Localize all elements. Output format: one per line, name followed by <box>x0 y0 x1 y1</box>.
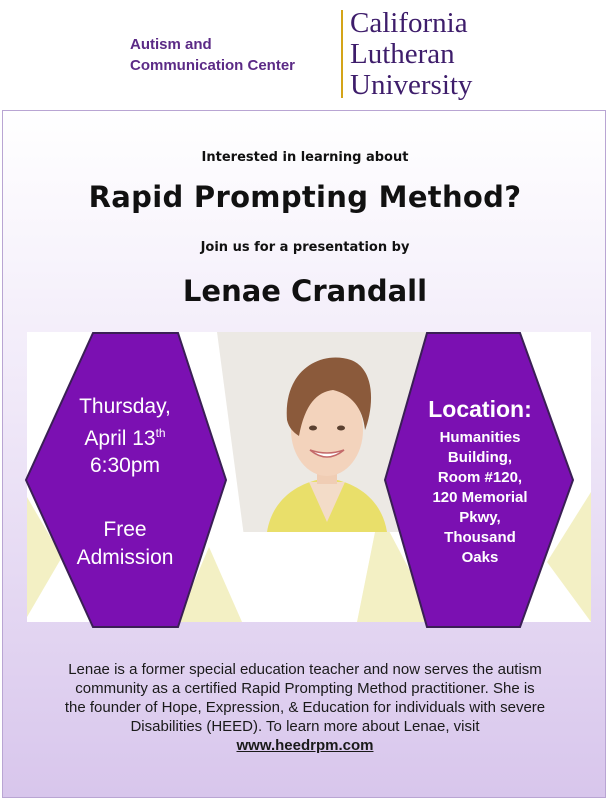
location-line: Oaks <box>461 549 499 566</box>
location-line: Pkwy, <box>459 509 501 526</box>
location-line: Room #120, <box>437 469 523 486</box>
location-line: Humanities <box>439 429 521 446</box>
event-datetime <box>40 393 210 479</box>
date-hexagon <box>26 333 226 627</box>
admission-line-1: Free <box>103 518 147 541</box>
clu-line-2: Lutheran <box>350 38 455 70</box>
clu-line-1: California <box>350 7 468 39</box>
location-line: Thousand <box>444 529 516 546</box>
website-link[interactable]: www.heedrpm.com <box>236 737 374 754</box>
clu-line-3: University <box>350 69 473 101</box>
admission-line-2: Admission <box>76 546 174 569</box>
join-text: Join us for a presentation by <box>200 240 410 255</box>
location-address <box>405 428 555 568</box>
event-day: Thursday, <box>79 395 171 418</box>
event-date <box>40 420 210 452</box>
description-line-2: community as a certified Rapid Prompting Method practitioner. She is <box>75 680 535 697</box>
acc-line-1: Autism and <box>130 36 212 53</box>
description-line-4: Disabilities (HEED). To learn more about Lenae, visit <box>130 718 480 735</box>
presenter-description <box>28 660 582 755</box>
location-title: Location: <box>428 396 532 422</box>
location-line: 120 Memorial <box>432 489 528 506</box>
event-date-suffix: th <box>155 426 166 440</box>
flyer-title: Rapid Prompting Method? <box>88 180 522 214</box>
acc-line-2: Communication Center <box>130 57 296 74</box>
location-line: Building, <box>447 449 513 466</box>
description-line-1: Lenae is a former special education teacher and now serves the autism <box>68 661 542 678</box>
event-date-text: April 13 <box>84 427 156 450</box>
event-time: 6:30pm <box>89 454 161 477</box>
description-line-3: the founder of Hope, Expression, & Education for individuals with severe <box>64 699 546 716</box>
admission-info <box>40 516 210 572</box>
presenter-name: Lenae Crandall <box>182 274 428 308</box>
intro-text: Interested in learning about <box>201 150 409 165</box>
